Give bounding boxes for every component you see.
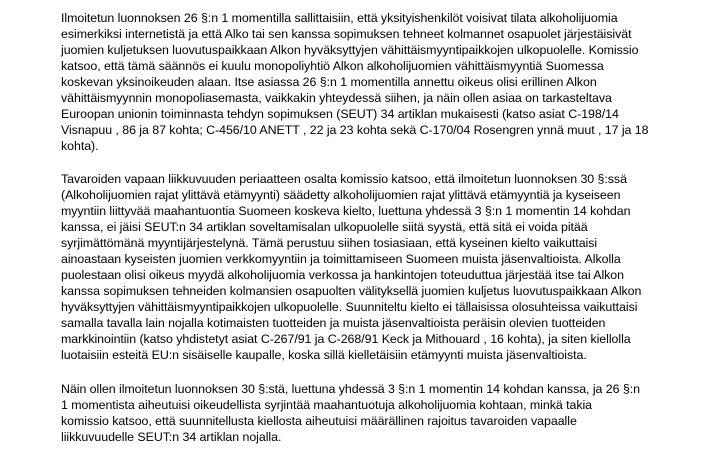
- text-line: (Alkoholijuomien rajat ylittävä etämyynti) säädetty alkoholijuomien rajat ylittävä etämyyntiä ja kyseiseen: [61, 188, 621, 202]
- text-line: Näin ollen ilmoitetun luonnoksen 30 §:stä, luettuna yhdessä 3 §:n 1 momentin 14 kohdan kanssa, ja 26 §:n: [61, 382, 640, 396]
- text-line: ainoastaan kyseisten juomien verkkomyyntiin ja toimittamiseen Suomeen muista jäsenvaltioista. Alkolla: [61, 252, 621, 266]
- text-line: Euroopan unionin toiminnasta tehdyn sopimuksen (SEUT) 34 artiklan mukaisesti (katso asiat C-198/14: [61, 107, 619, 121]
- text-line: myyntiin liittyvää maahantuontia Suomeen koskeva kielto, luettuna yhdessä 3 §:n 1 momentin 14 kohdan: [61, 204, 631, 218]
- text-line: kanssa sopimuksen tehneiden kolmansien osapuolten välityksellä juomien kuljetus luovutuspaikkaan Alkon: [61, 284, 642, 298]
- text-line: markkinointiin (katso yhdistetyt asiat C-267/91 ja C-268/91 Keck ja Mithouard , 16 kohta), ja siten kiellolla: [61, 332, 631, 346]
- text-line: syrjimättömänä myyntijärjestelynä. Tämä perustuu siihen tosiasiaan, että kyseinen kielto vaikuttaisi: [61, 236, 598, 250]
- text-line: komissio katsoo, että suunnitellusta kiellosta aiheutuisi määrällinen rajoitus tavaroiden vapaalle: [61, 414, 577, 428]
- text-line: esimerkiksi internetistä ja että Alko tai sen kanssa sopimuksen tehneet kolmannet osapuolet järjestäisivät: [61, 27, 632, 41]
- text-line: Tavaroiden vapaan liikkuvuuden periaatteen osalta komissio katsoo, että ilmoitetun luonnoksen 30 §:ssä: [61, 172, 627, 186]
- text-line: kanssa, ei jäisi SEUT:n 34 artiklan soveltamisalan ulkopuolelle siitä syystä, että sitä ei voida pitää: [61, 220, 588, 234]
- text-line: juomien kuljetuksen luovutuspaikkaan Alkon hyväksyttyjen vähittäismyyntipaikkojen ulkopuolelle. Komissio: [61, 43, 639, 57]
- text-line: liikkuvuudelle SEUT:n 34 artiklan nojalla.: [61, 430, 282, 444]
- text-line: 1 momentista aiheutuisi oikeudellista syrjintää maahantuotuja alkoholijuomia kohtaan, minkä takia: [61, 398, 593, 412]
- text-line: puolestaan olisi oikeus myydä alkoholijuomia verkossa ja hankintojen toteuduttua järjestää itse tai Alkon: [61, 268, 624, 282]
- text-line: hyväksyttyjen vähittäismyyntipaikkojen ulkopuolelle. Suunniteltu kielto ei tällaisissa olosuhteissa vaikuttaisi: [61, 300, 638, 314]
- text-line: koskevan yksinoikeuden alaan. Itse asiassa 26 §:n 1 momentilla annettu oikeus olisi erillinen Alkon: [61, 75, 597, 89]
- text-line: kohta).: [61, 139, 99, 153]
- text-line: Ilmoitetun luonnoksen 26 §:n 1 momentilla sallittaisiin, että yksityishenkilöt voisivat tilata alkoholijuomia: [61, 11, 618, 25]
- text-line: Visnapuu , 86 ja 87 kohta; C-456/10 ANETT , 22 ja 23 kohta sekä C-170/04 Rosengren ynnä muut , 17 ja 18: [61, 123, 649, 137]
- text-line: vähittäismyynnin monopoliasemasta, vaikkakin yhteydessä siihen, ja näin ollen asiaa on tarkasteltava: [61, 91, 612, 105]
- text-line: katsoo, että tämä säännös ei kuulu monopoliyhtiö Alkon alkoholijuomien vähittäismyyntiä Suomessa: [61, 59, 604, 73]
- text-line: samalla tavalla lain nojalla kotimaisten tuotteiden ja muista jäsenvaltioista peräisin olevien tuotteiden: [61, 316, 606, 330]
- text-line: luotaisiin esteitä EU:n sisäiselle kaupalle, koska sillä kielletäisiin etämyynti muista jäsenvaltioista.: [61, 348, 587, 362]
